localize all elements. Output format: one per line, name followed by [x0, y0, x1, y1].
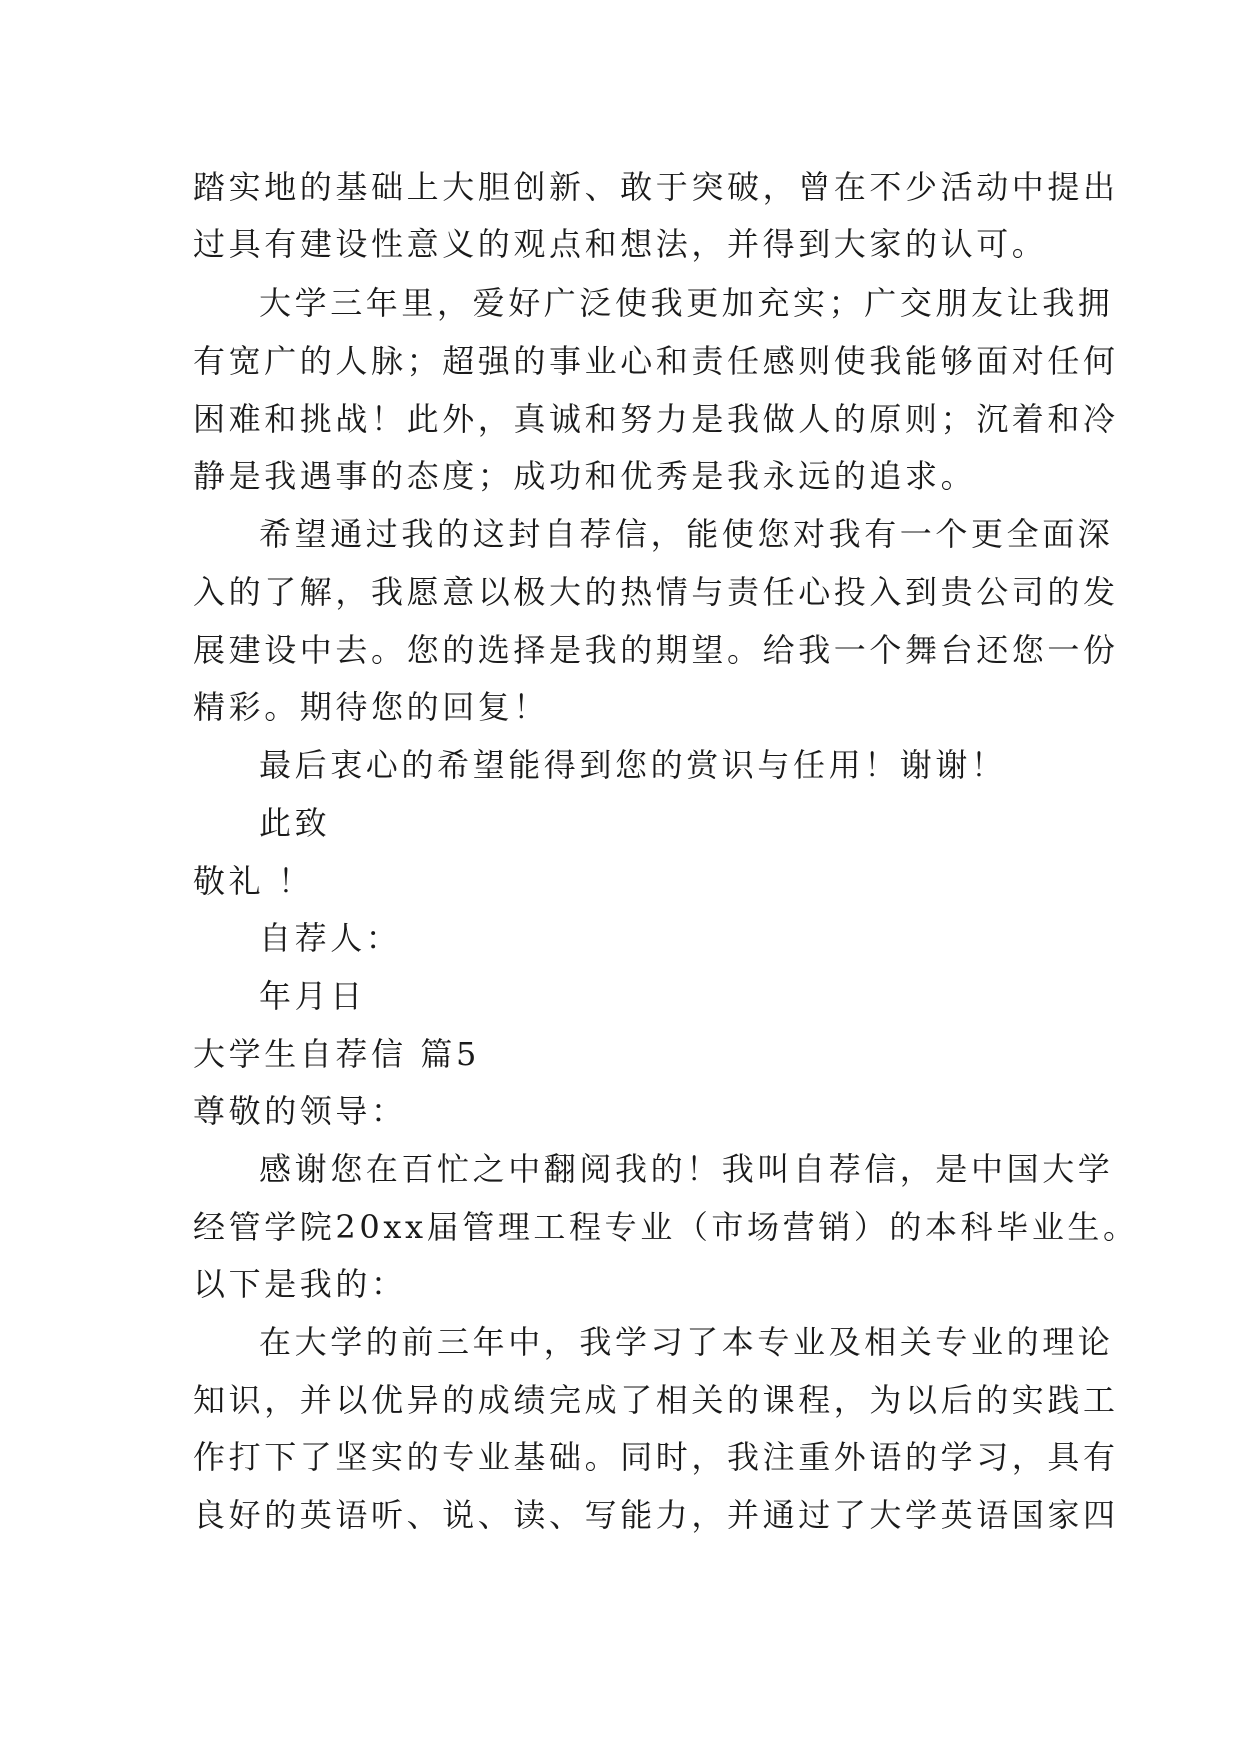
- date-label: 年月日: [259, 977, 366, 1015]
- paragraph-line: 知识，并以优异的成绩完成了相关的课程，为以后的实践工: [193, 1381, 1119, 1419]
- paragraph-line: 以下是我的：: [193, 1265, 407, 1303]
- paragraph-line: 精彩。期待您的回复！: [193, 688, 550, 726]
- salutation-line: 敬礼 ！: [193, 862, 314, 900]
- paragraph-line: 良好的英语听、说、读、写能力，并通过了大学英语国家四: [193, 1496, 1119, 1534]
- paragraph-line: 入的了解，我愿意以极大的热情与责任心投入到贵公司的发: [193, 573, 1119, 611]
- paragraph-line: 作打下了坚实的专业基础。同时，我注重外语的学习，具有: [193, 1438, 1119, 1476]
- greeting: 尊敬的领导：: [193, 1092, 407, 1130]
- paragraph-line: 困难和挑战！此外，真诚和努力是我做人的原则；沉着和冷: [193, 400, 1119, 438]
- signer-label: 自荐人：: [259, 919, 402, 957]
- section-title: 大学生自荐信 篇5: [193, 1035, 480, 1073]
- paragraph-line: 大学三年里，爱好广泛使我更加充实；广交朋友让我拥: [259, 284, 1114, 322]
- paragraph-line: 过具有建设性意义的观点和想法，并得到大家的认可。: [193, 225, 1048, 263]
- paragraph-line: 经管学院20xx届管理工程专业（市场营销）的本科毕业生。: [193, 1208, 1139, 1246]
- paragraph-line: 希望通过我的这封自荐信，能使您对我有一个更全面深: [259, 515, 1114, 553]
- paragraph-line: 感谢您在百忙之中翻阅我的！我叫自荐信，是中国大学: [259, 1150, 1114, 1188]
- paragraph-line: 有宽广的人脉；超强的事业心和责任感则使我能够面对任何: [193, 342, 1119, 380]
- paragraph-line: 在大学的前三年中，我学习了本专业及相关专业的理论: [259, 1323, 1114, 1361]
- paragraph-line: 踏实地的基础上大胆创新、敢于突破，曾在不少活动中提出: [193, 168, 1119, 206]
- salutation-line: 此致: [259, 804, 331, 842]
- closing-line: 最后衷心的希望能得到您的赏识与任用！谢谢！: [259, 746, 1007, 784]
- paragraph-line: 静是我遇事的态度；成功和优秀是我永远的追求。: [193, 457, 977, 495]
- paragraph-line: 展建设中去。您的选择是我的期望。给我一个舞台还您一份: [193, 631, 1119, 669]
